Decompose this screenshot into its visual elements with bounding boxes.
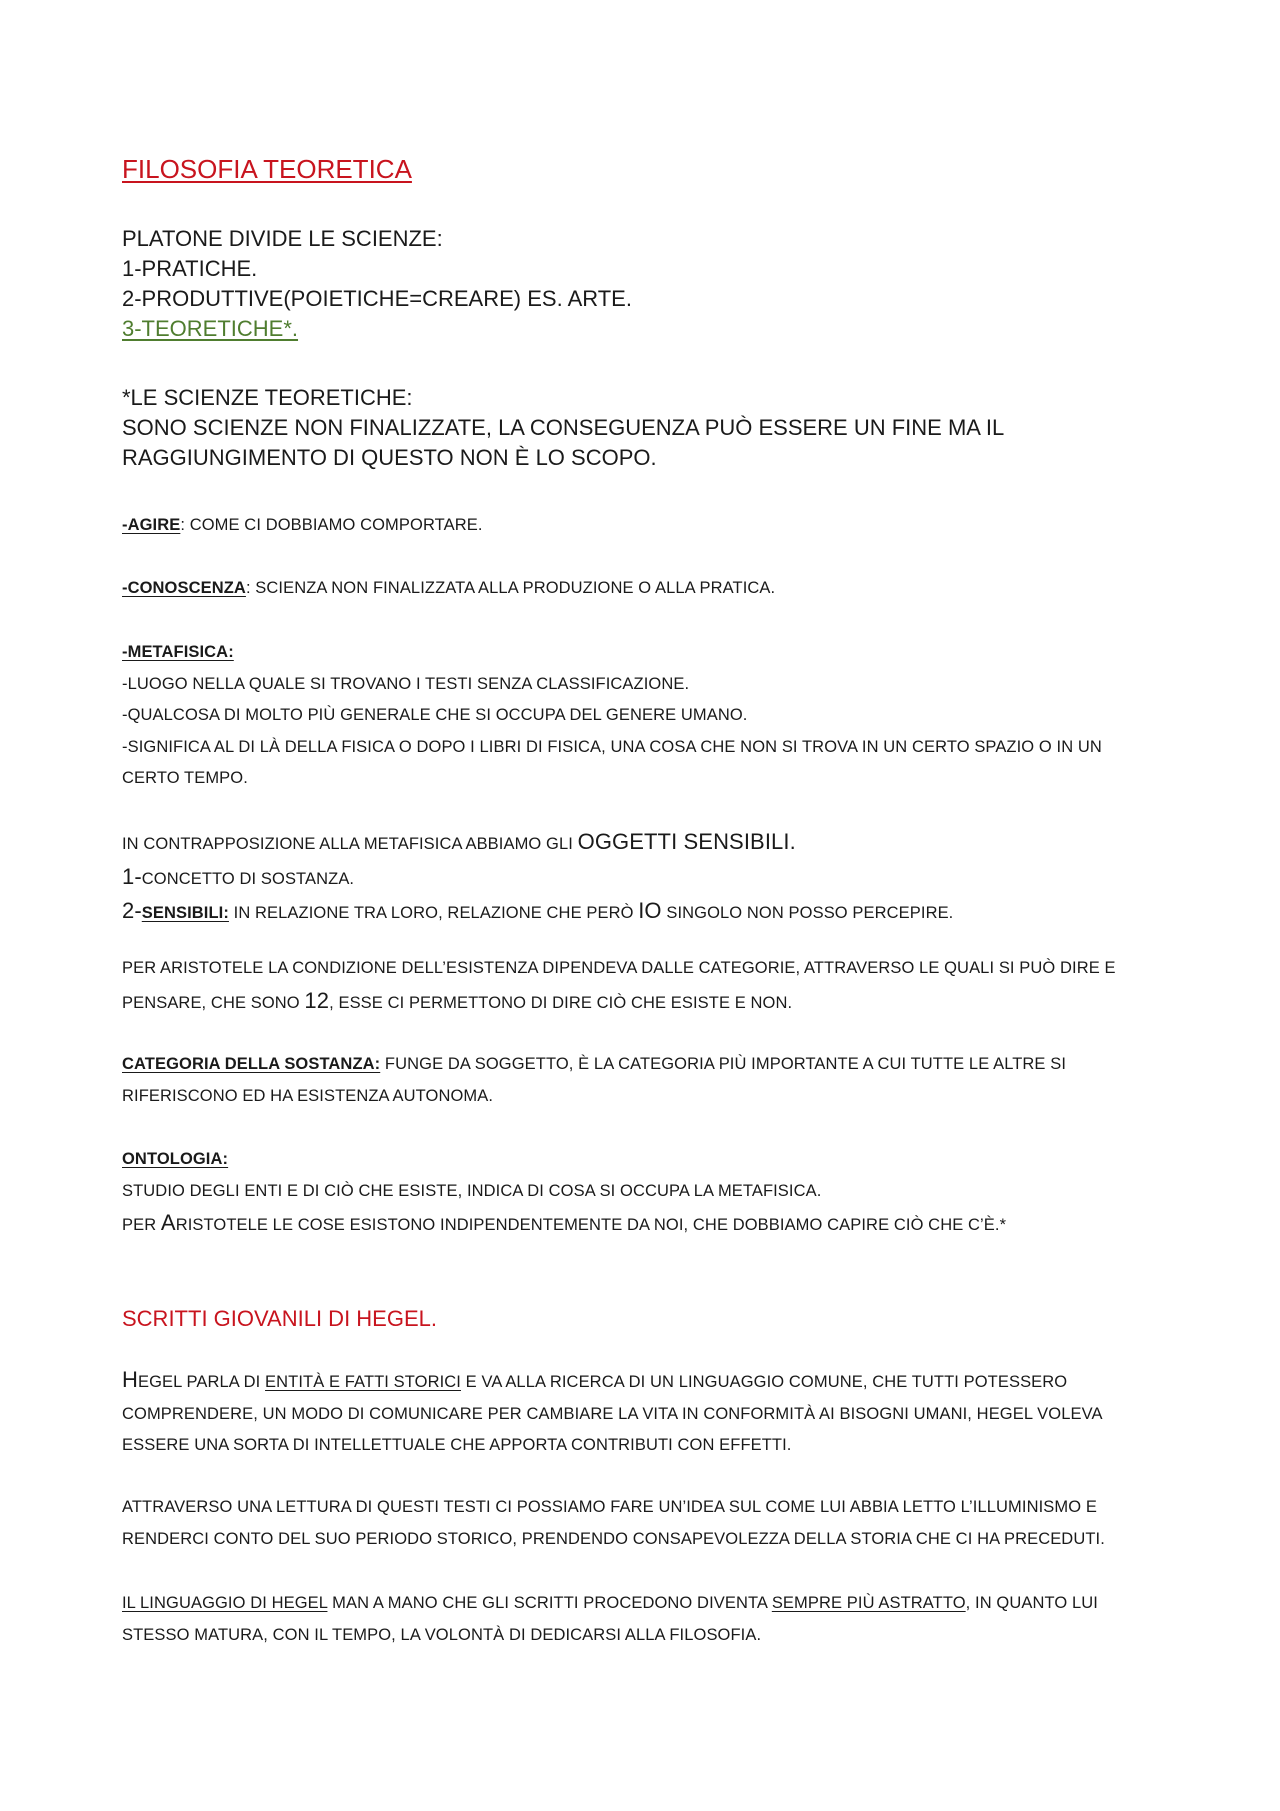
hegel-3-b: , IN QUANTO LUI	[965, 1594, 1098, 1612]
page-title: FILOSOFIA TEORETICA	[122, 154, 412, 184]
hegel-3-underlined-2: SEMPRE PIÙ ASTRATTO	[771, 1594, 966, 1612]
platone-item-3: 3-TEORETICHE*.	[122, 316, 299, 341]
ontologia-line-2-cap: A	[160, 1210, 176, 1235]
hegel-title: SCRITTI GIOVANILI DI HEGEL.	[122, 1306, 437, 1331]
platone-section	[122, 224, 632, 344]
ontologia-line-2b: RISTOTELE LE COSE ESISTONO INDIPENDENTEMENTE DA NOI, CHE DOBBIAMO CAPIRE CIÒ CHE C’È.*	[175, 1216, 1007, 1234]
sensibili-section	[122, 826, 953, 930]
aristotele-line-1: PER ARISTOTELE LA CONDIZIONE DELL’ESISTENZA DIPENDEVA DALLE CATEGORIE, ATTRAVERSO LE QUALI SI PUÒ DIRE E	[122, 959, 1116, 977]
categoria-line-2: RIFERISCONO ED HA ESISTENZA AUTONOMA.	[122, 1086, 494, 1105]
teoretiche-line-2: RAGGIUNGIMENTO DI QUESTO NON È LO SCOPO.	[122, 445, 657, 470]
platone-item-1: 1-PRATICHE.	[122, 256, 258, 281]
metafisica-line-3: -SIGNIFICA AL DI LÀ DELLA FISICA O DOPO I LIBRI DI FISICA, UNA COSA CHE NON SI TROVA IN UN CERTO SPAZIO O IN UN	[122, 737, 1102, 756]
platone-item-2: 2-PRODUTTIVE(POIETICHE=CREARE) ES. ARTE.	[122, 286, 632, 311]
sensibili-item-2-text-a: IN RELAZIONE TRA LORO, RELAZIONE CHE PERÒ	[228, 904, 639, 922]
platone-intro: PLATONE DIVIDE LE SCIENZE:	[122, 226, 443, 251]
ontologia-label: ONTOLOGIA:	[122, 1150, 229, 1168]
hegel-paragraph-3	[122, 1588, 1098, 1651]
sensibili-item-1-num: 1-	[122, 863, 142, 889]
conoscenza-text: : SCIENZA NON FINALIZZATA ALLA PRODUZIONE O ALLA PRATICA.	[245, 579, 776, 597]
hegel-1-line-2: COMPRENDERE, UN MODO DI COMUNICARE PER CAMBIARE LA VITA IN CONFORMITÀ AI BISOGNI UMANI, HEGEL VOLEVA	[122, 1404, 1103, 1423]
teoretiche-section	[122, 383, 1004, 473]
teoretiche-heading: *LE SCIENZE TEORETICHE:	[122, 385, 413, 410]
agire-text: : COME CI DOBBIAMO COMPORTARE.	[180, 516, 483, 534]
sensibili-item-2-label: SENSIBILI:	[141, 904, 229, 922]
hegel-3-a: MAN A MANO CHE GLI SCRITTI PROCEDONO DIVENTA	[327, 1594, 772, 1612]
hegel-2-line-2: RENDERCI CONTO DEL SUO PERIODO STORICO, PRENDENDO CONSAPEVOLEZZA DELLA STORIA CHE CI HA PRECEDUTI.	[122, 1529, 1105, 1548]
categoria-line-1: FUNGE DA SOGGETTO, È LA CATEGORIA PIÙ IMPORTANTE A CUI TUTTE LE ALTRE SI	[380, 1055, 1067, 1073]
hegel-1-cap: H	[122, 1367, 138, 1392]
hegel-paragraph-1	[122, 1364, 1103, 1462]
sensibili-item-2-num: 2-	[122, 898, 142, 923]
hegel-1-b: E VA ALLA RICERCA DI UN LINGUAGGIO COMUNE, CHE TUTTI POTESSERO	[461, 1373, 1068, 1391]
metafisica-line-2: -QUALCOSA DI MOLTO PIÙ GENERALE CHE SI OCCUPA DEL GENERE UMANO.	[122, 706, 748, 724]
aristotele-line-2b: , ESSE CI PERMETTONO DI DIRE CIÒ CHE ESISTE E NON.	[329, 993, 793, 1012]
metafisica-line-1: -LUOGO NELLA QUALE SI TROVANO I TESTI SENZA CLASSIFICAZIONE.	[122, 674, 690, 693]
metafisica-section	[122, 637, 1102, 795]
sensibili-item-2-io: IO	[638, 898, 662, 923]
hegel-paragraph-2	[122, 1492, 1105, 1555]
hegel-3-line-2: STESSO MATURA, CON IL TEMPO, LA VOLONTÀ DI DEDICARSI ALLA FILOSOFIA.	[122, 1625, 762, 1644]
hegel-2-line-1: ATTRAVERSO UNA LETTURA DI QUESTI TESTI CI POSSIAMO FARE UN’IDEA SUL COME LUI ABBIA LETTO L’ILLUMINISMO E	[122, 1498, 1097, 1516]
aristotele-line-2-num: 12	[304, 987, 330, 1013]
categoria-label: CATEGORIA DELLA SOSTANZA:	[122, 1055, 381, 1073]
aristotele-line-2a: PENSARE, CHE SONO	[122, 993, 305, 1012]
sensibili-item-2-text-b: SINGOLO NON POSSO PERCEPIRE.	[661, 904, 954, 922]
hegel-1-underlined: ENTITÀ E FATTI STORICI	[265, 1373, 461, 1391]
ontologia-line-1: STUDIO DEGLI ENTI E DI CIÒ CHE ESISTE, INDICA DI COSA SI OCCUPA LA METAFISICA.	[122, 1181, 822, 1200]
hegel-3-underlined-1: IL LINGUAGGIO DI HEGEL	[122, 1594, 328, 1612]
hegel-1-a: EGEL PARLA DI	[138, 1373, 266, 1391]
hegel-1-line-3: ESSERE UNA SORTA DI INTELLETTUALE CHE APPORTA CONTRIBUTI CON EFFETTI.	[122, 1436, 792, 1454]
conoscenza-line	[122, 573, 775, 605]
sensibili-item-1-text: CONCETTO DI SOSTANZA.	[141, 869, 355, 888]
teoretiche-line-1: SONO SCIENZE NON FINALIZZATE, LA CONSEGUENZA PUÒ ESSERE UN FINE MA IL	[122, 415, 1005, 440]
ontologia-section	[122, 1144, 1006, 1242]
sensibili-intro: IN CONTRAPPOSIZIONE ALLA METAFISICA ABBIAMO GLI	[122, 835, 578, 853]
agire-label: -AGIRE	[122, 516, 181, 534]
categoria-section	[122, 1049, 1066, 1112]
metafisica-line-4: CERTO TEMPO.	[122, 769, 248, 787]
agire-line	[122, 510, 483, 542]
sensibili-emph: OGGETTI SENSIBILI.	[577, 829, 796, 854]
ontologia-line-2a: PER	[122, 1216, 161, 1234]
metafisica-label: -METAFISICA:	[122, 643, 234, 661]
aristotele-section	[122, 953, 1116, 1019]
conoscenza-label: -CONOSCENZA	[122, 579, 246, 597]
